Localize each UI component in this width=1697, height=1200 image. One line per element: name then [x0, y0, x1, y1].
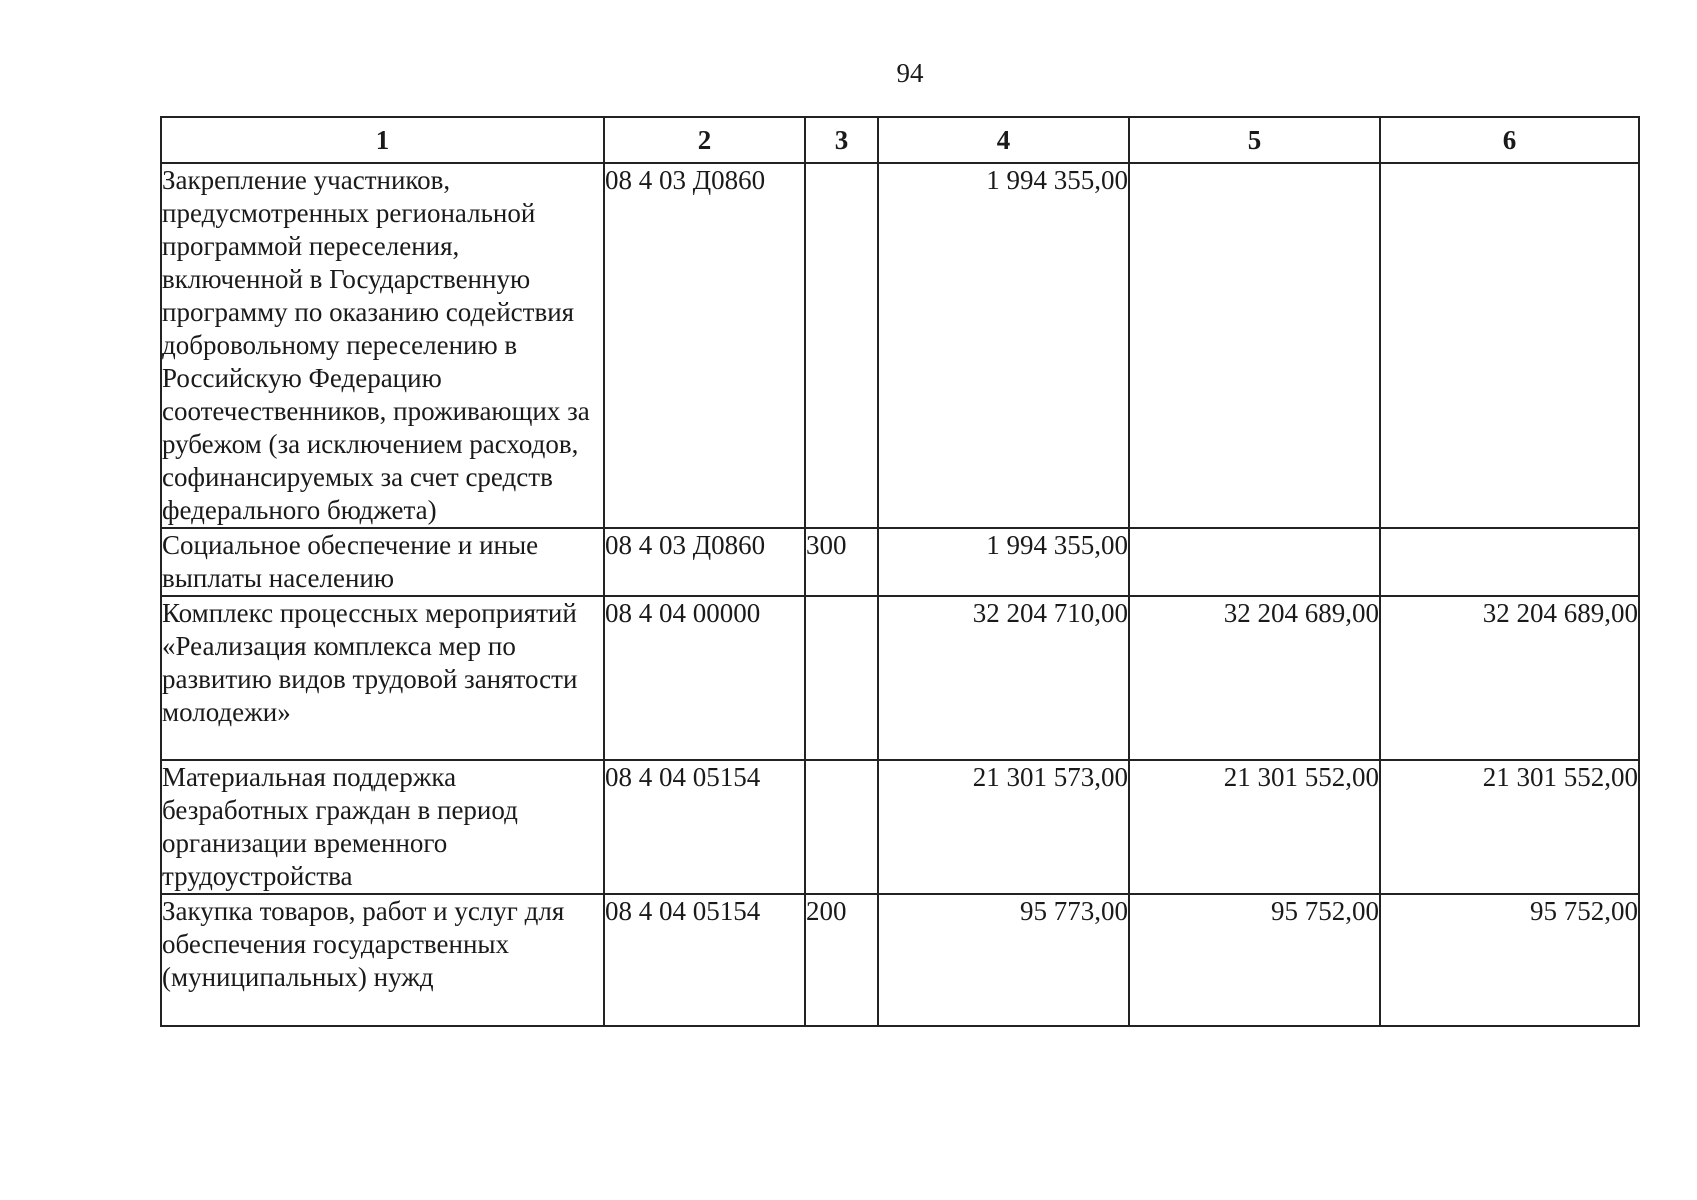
table-row — [161, 596, 1639, 760]
budget-table — [160, 116, 1640, 1027]
row-amount-col4: 1 994 355,00 — [878, 528, 1129, 596]
row-amount-col4: 32 204 710,00 — [878, 596, 1129, 760]
row-name: Социальное обеспечение и иные выплаты населению — [161, 528, 604, 596]
page-number: 94 — [896, 58, 924, 88]
table-row — [161, 163, 1639, 528]
row-amount-col6 — [1380, 528, 1639, 596]
row-amount-col6: 21 301 552,00 — [1380, 760, 1639, 894]
column-header: 2 — [604, 117, 805, 163]
table-row — [161, 894, 1639, 1026]
column-header: 1 — [161, 117, 604, 163]
row-name: Закрепление участников, предусмотренных региональной программой переселения, включенной в Государственную программу по оказанию содействия добровольному переселению в Российскую Федерацию соотечественников, проживающих за рубежом (за исключением расходов, софинансируемых за счет средств федерального бюджета) — [161, 163, 604, 528]
row-name: Материальная поддержка безработных граждан в период организации временного трудоустройства — [161, 760, 604, 894]
row-code: 08 4 04 05154 — [604, 894, 805, 1026]
table-row — [161, 528, 1639, 596]
row-amount-col6: 95 752,00 — [1380, 894, 1639, 1026]
column-header: 5 — [1129, 117, 1380, 163]
column-header: 4 — [878, 117, 1129, 163]
row-expense-type: 200 — [805, 894, 878, 1026]
row-amount-col5: 95 752,00 — [1129, 894, 1380, 1026]
row-amount-col6 — [1380, 163, 1639, 528]
table-row — [161, 760, 1639, 894]
row-code: 08 4 04 05154 — [604, 760, 805, 894]
row-amount-col4: 95 773,00 — [878, 894, 1129, 1026]
row-expense-type — [805, 596, 878, 760]
row-code: 08 4 03 Д0860 — [604, 163, 805, 528]
column-header: 3 — [805, 117, 878, 163]
row-amount-col5: 32 204 689,00 — [1129, 596, 1380, 760]
row-name: Закупка товаров, работ и услуг для обеспечения государственных (муниципальных) нужд — [161, 894, 604, 1026]
row-name: Комплекс процессных мероприятий «Реализация комплекса мер по развитию видов трудовой занятости молодежи» — [161, 596, 604, 760]
row-amount-col5 — [1129, 163, 1380, 528]
row-amount-col6: 32 204 689,00 — [1380, 596, 1639, 760]
row-amount-col5: 21 301 552,00 — [1129, 760, 1380, 894]
row-code: 08 4 04 00000 — [604, 596, 805, 760]
row-expense-type — [805, 760, 878, 894]
row-code: 08 4 03 Д0860 — [604, 528, 805, 596]
table-header-row — [161, 117, 1639, 163]
row-amount-col5 — [1129, 528, 1380, 596]
row-expense-type: 300 — [805, 528, 878, 596]
row-expense-type — [805, 163, 878, 528]
column-header: 6 — [1380, 117, 1639, 163]
row-amount-col4: 21 301 573,00 — [878, 760, 1129, 894]
row-amount-col4: 1 994 355,00 — [878, 163, 1129, 528]
